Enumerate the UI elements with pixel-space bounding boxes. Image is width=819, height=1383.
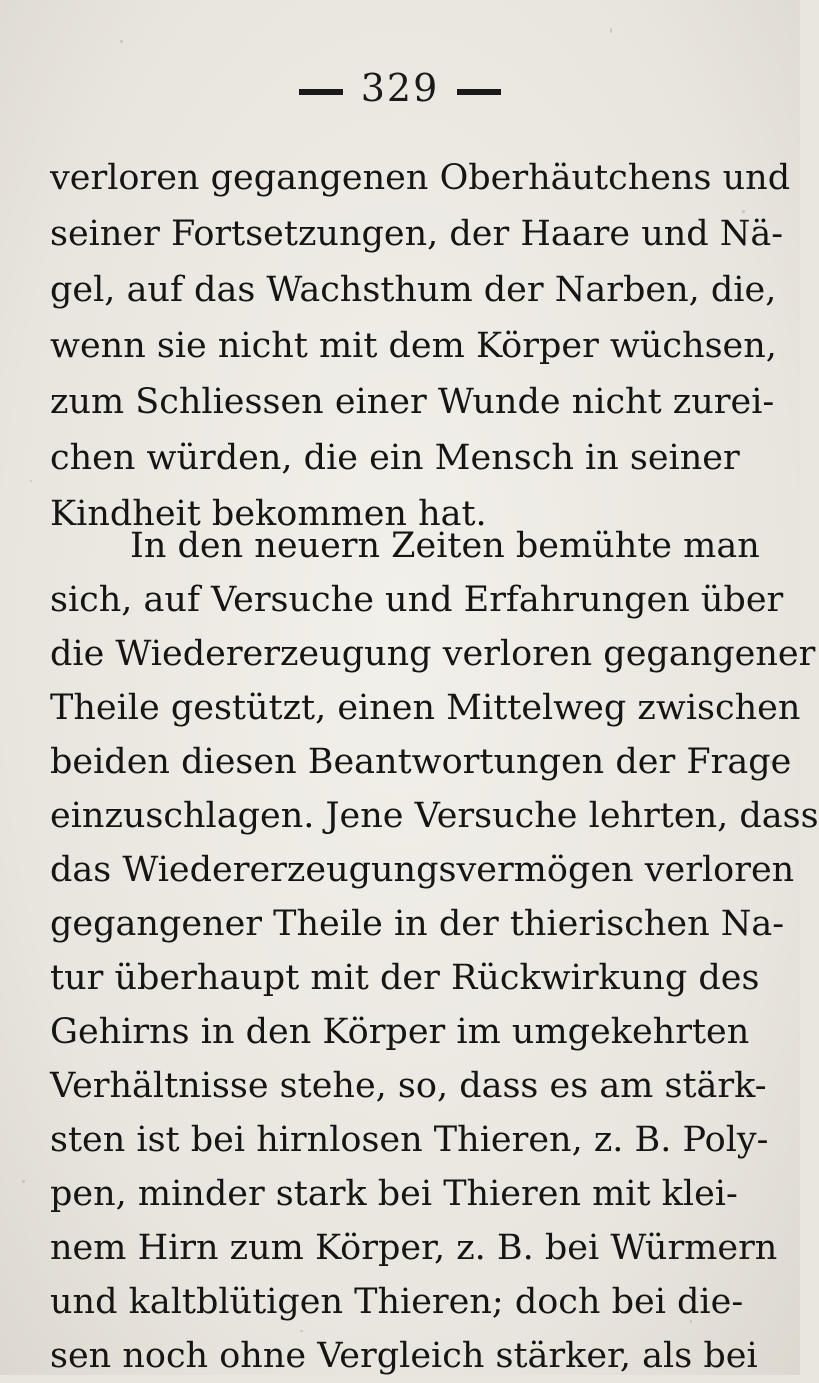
- paper-speck: [742, 210, 745, 213]
- text-line: einzuschlagen. Jene Versuche lehrten, dass: [50, 796, 819, 836]
- text-line: Kindheit bekommen hat.: [50, 494, 487, 534]
- text-line: verloren gegangenen Oberhäutchens und: [50, 158, 791, 198]
- text-line: gel, auf das Wachsthum der Narben, die,: [50, 270, 777, 310]
- page-number: 329: [360, 66, 440, 110]
- text-line: Theile gestützt, einen Mittelweg zwischen: [50, 688, 801, 728]
- text-line: seiner Fortsetzungen, der Haare und Nä-: [50, 214, 784, 254]
- paragraph-2: [50, 519, 819, 1383]
- paper-speck: [120, 40, 123, 43]
- page-header: [0, 66, 800, 110]
- text-line: chen würden, die ein Mensch in seiner: [50, 438, 740, 478]
- header-dash-right: [457, 89, 501, 95]
- paper-speck: [610, 28, 612, 33]
- text-line: das Wiedererzeugungsvermögen verloren: [50, 850, 795, 890]
- text-line: sten ist bei hirnlosen Thieren, z. B. Poly-: [50, 1120, 769, 1160]
- text-line: zum Schliessen einer Wunde nicht zurei-: [50, 382, 775, 422]
- text-line: und kaltblütigen Thieren; doch bei die-: [50, 1282, 744, 1322]
- text-line: sen noch ohne Vergleich stärker, als bei: [50, 1336, 758, 1376]
- text-line: pen, minder stark bei Thieren mit klei-: [50, 1174, 738, 1214]
- paper-speck: [30, 480, 32, 482]
- text-line: gegangener Theile in der thierischen Na-: [50, 904, 785, 944]
- text-line: Gehirns in den Körper im umgekehrten: [50, 1012, 750, 1052]
- text-line: nem Hirn zum Körper, z. B. bei Würmern: [50, 1228, 778, 1268]
- text-line: die Wiedererzeugung verloren gegangener: [50, 634, 816, 674]
- text-line: beiden diesen Beantwortungen der Frage: [50, 742, 792, 782]
- paragraph-1: [50, 150, 791, 542]
- header-dash-left: [299, 89, 343, 95]
- text-line: tur überhaupt mit der Rückwirkung des: [50, 958, 760, 998]
- text-line: sich, auf Versuche und Erfahrungen über: [50, 580, 784, 620]
- text-line: In den neuern Zeiten bemühte man: [130, 526, 760, 566]
- text-line: Verhältnisse stehe, so, dass es am stärk-: [50, 1066, 767, 1106]
- text-line: wenn sie nicht mit dem Körper wüchsen,: [50, 326, 777, 366]
- paper-speck: [22, 1180, 25, 1183]
